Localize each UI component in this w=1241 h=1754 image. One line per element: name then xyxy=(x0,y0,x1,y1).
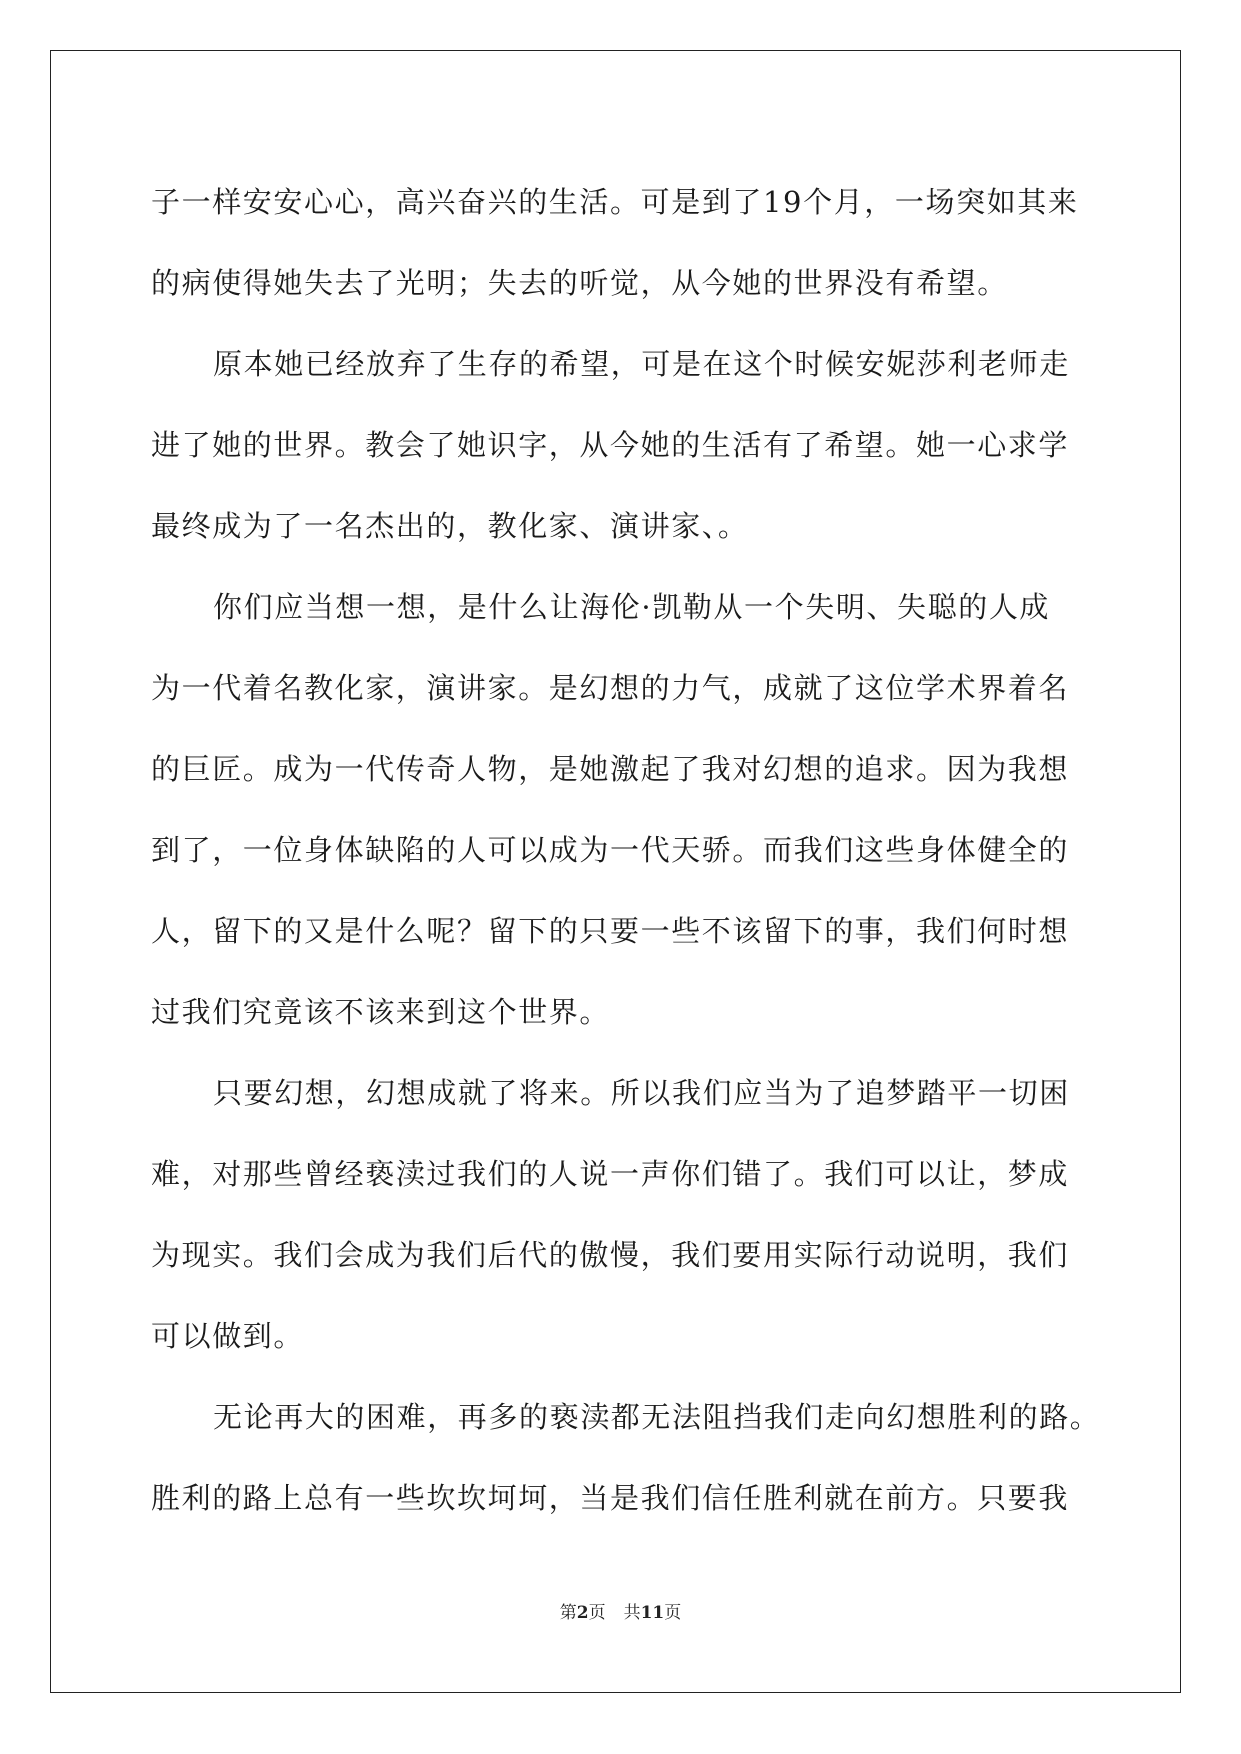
total-pages-prefix: 共 xyxy=(623,1603,641,1623)
text-line: 胜利的路上总有一些坎坎坷坷，当是我们信任胜利就在前方。只要我 xyxy=(151,1481,1070,1515)
current-page-number: 2 xyxy=(576,1603,589,1623)
page-footer xyxy=(0,1598,1241,1623)
text-line: 的病使得她失去了光明；失去的听觉，从今她的世界没有希望。 xyxy=(151,266,1008,300)
text-line: 进了她的世界。教会了她识字，从今她的生活有了希望。她一心求学 xyxy=(151,428,1070,462)
text-line: 过我们究竟该不该来到这个世界。 xyxy=(151,995,611,1029)
text-line: 的巨匠。成为一代传奇人物，是她激起了我对幻想的追求。因为我想 xyxy=(151,752,1070,786)
paragraph-first-line: 只要幻想，幻想成就了将来。所以我们应当为了追梦踏平一切困 xyxy=(213,1076,1070,1110)
document-body xyxy=(151,162,1101,1539)
text-line: 最终成为了一名杰出的，教化家、演讲家、。 xyxy=(151,509,749,543)
text-line: 人，留下的又是什么呢？留下的只要一些不该留下的事，我们何时想 xyxy=(151,914,1070,948)
text-line: 到了，一位身体缺陷的人可以成为一代天骄。而我们这些身体健全的 xyxy=(151,833,1070,867)
paragraph-first-line: 你们应当想一想，是什么让海伦·凯勒从一个失明、失聪的人成 xyxy=(213,590,1051,624)
paragraph-first-line: 无论再大的困难，再多的亵渎都无法阻挡我们走向幻想胜利的路。 xyxy=(213,1400,1101,1434)
page-number-unit: 页 xyxy=(588,1603,606,1623)
text-line: 为一代着名教化家，演讲家。是幻想的力气，成就了这位学术界着名 xyxy=(151,671,1070,705)
text-line: 可以做到。 xyxy=(151,1319,305,1353)
text-line: 子一样安安心心，高兴奋兴的生活。可是到了19个月，一场突如其来 xyxy=(151,185,1079,219)
text-line: 为现实。我们会成为我们后代的傲慢，我们要用实际行动说明，我们 xyxy=(151,1238,1070,1272)
total-pages-unit: 页 xyxy=(664,1603,682,1623)
total-pages-number: 11 xyxy=(640,1603,665,1623)
text-line: 难，对那些曾经亵渎过我们的人说一声你们错了。我们可以让，梦成 xyxy=(151,1157,1070,1191)
paragraph-first-line: 原本她已经放弃了生存的希望，可是在这个时候安妮莎利老师走 xyxy=(213,347,1070,381)
page-number-prefix: 第 xyxy=(559,1603,577,1623)
